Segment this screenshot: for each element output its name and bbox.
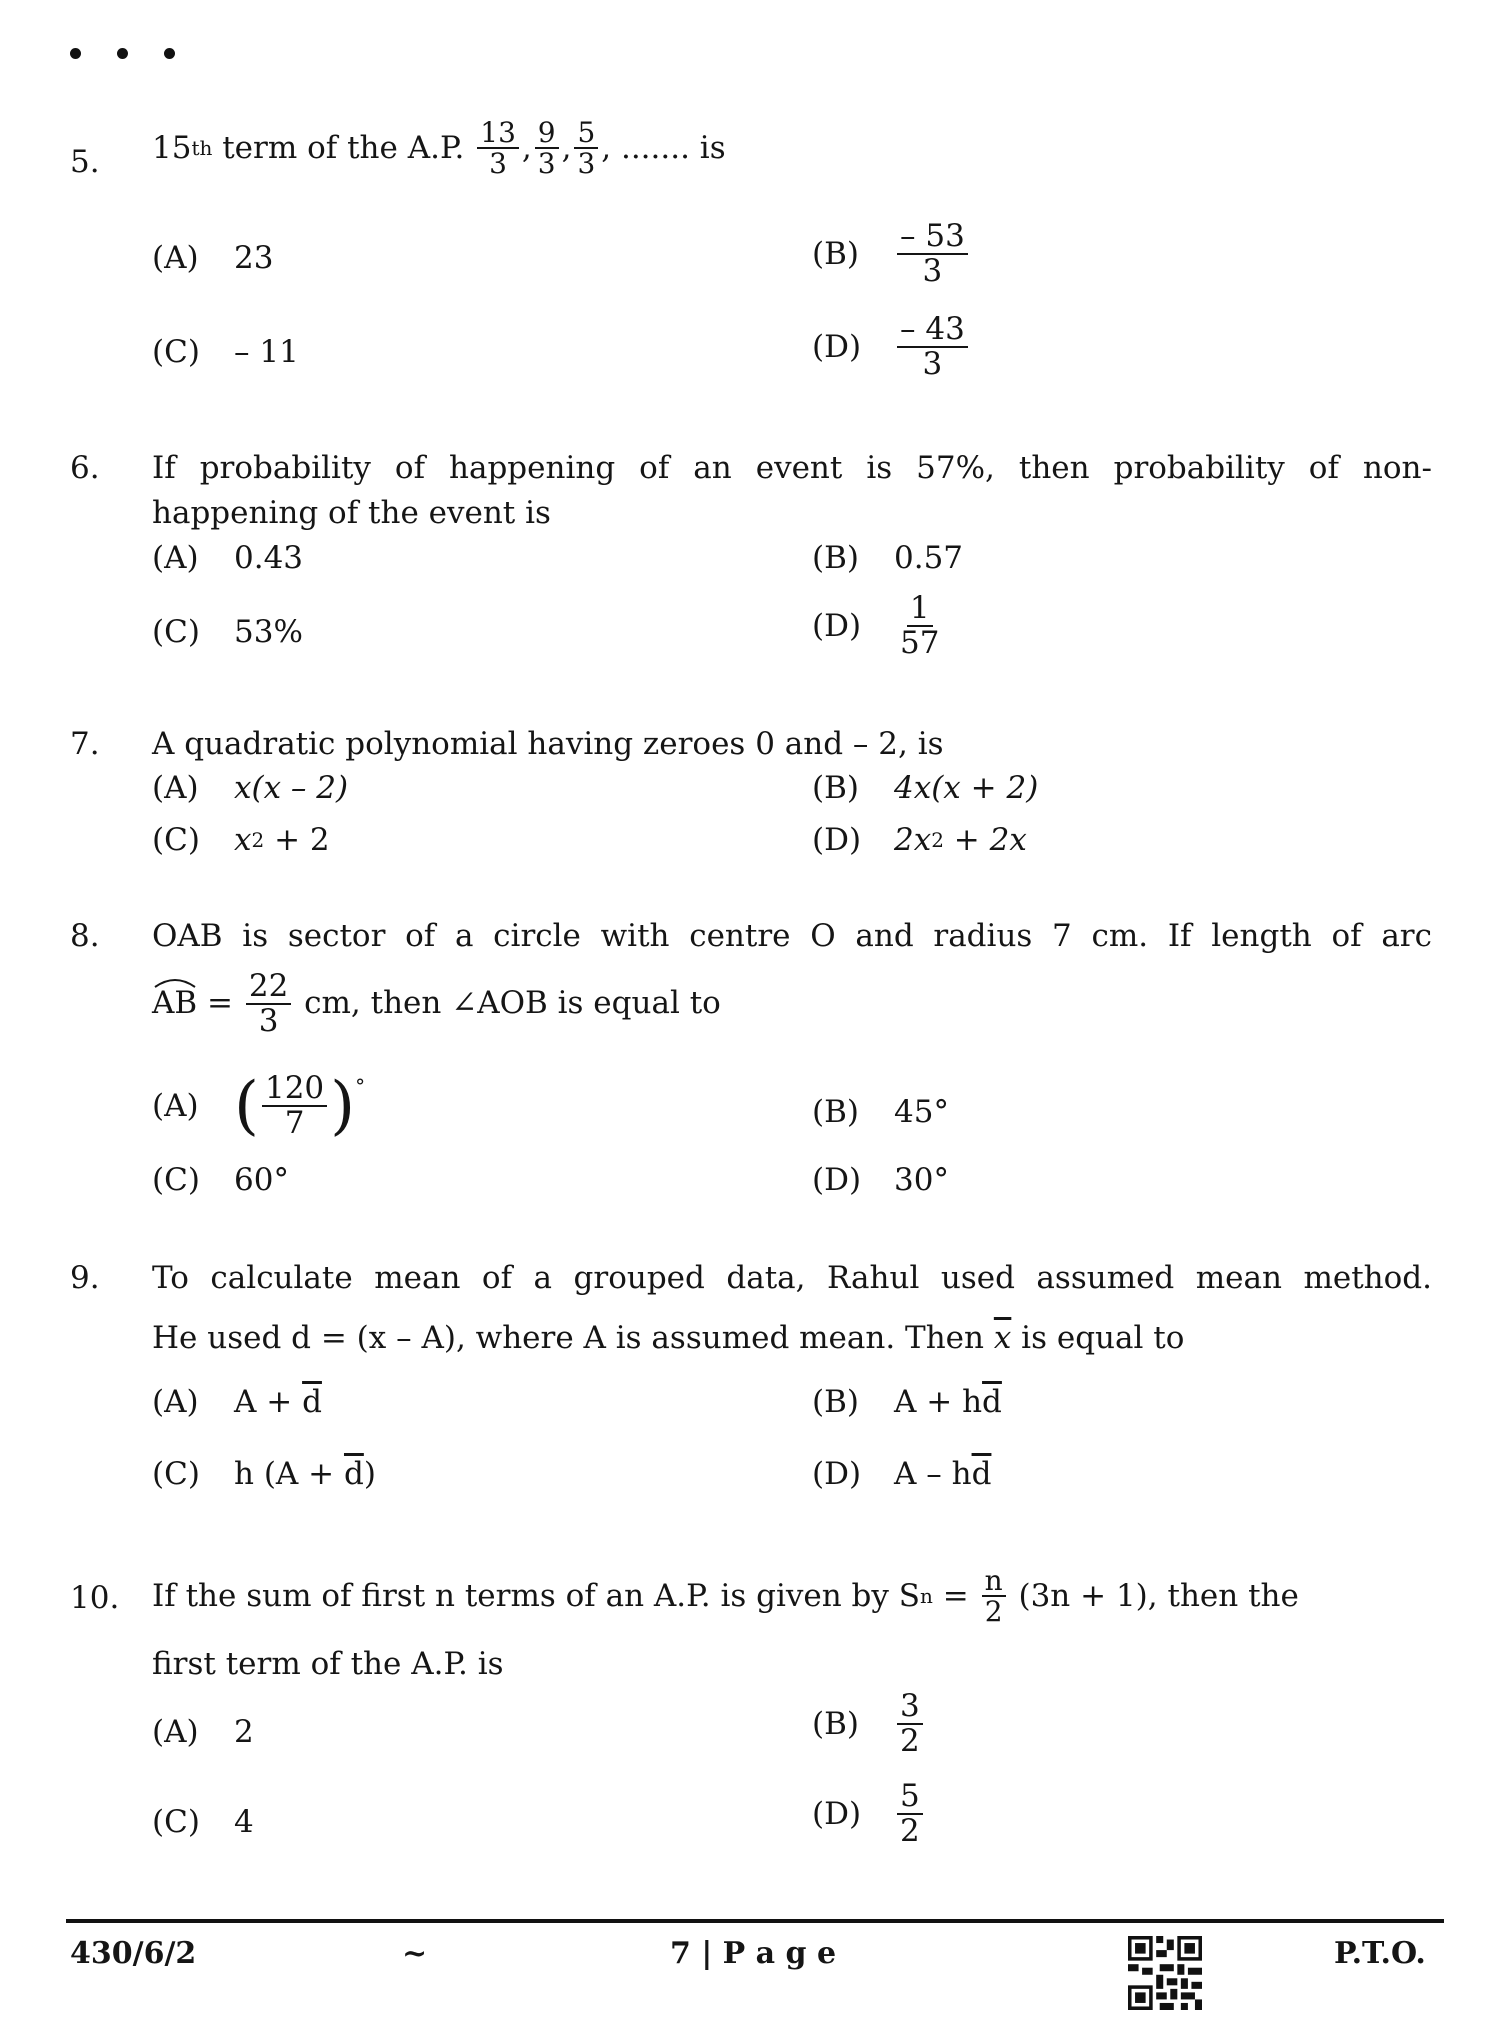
option-a[interactable] [152, 1384, 322, 1420]
option-value: 0.43 [234, 540, 304, 576]
denominator: 2 [984, 1595, 1003, 1629]
question-text-line1: If probability of happening of an event is 57%, then probability of non- [152, 450, 1432, 486]
text: term of the A.P. [212, 129, 475, 166]
d-bar: $\overline{d}$ [971, 1456, 992, 1492]
numerator: – 43 [897, 313, 968, 348]
text: is equal to [1011, 1320, 1185, 1356]
option-value: h (A + [234, 1456, 344, 1492]
option-value: 53% [234, 614, 303, 650]
option-label: (C) [152, 1456, 200, 1492]
option-a[interactable] [152, 240, 273, 276]
option-b[interactable] [812, 1384, 1002, 1420]
qr-code-icon [1128, 1936, 1202, 2010]
option-c[interactable] [152, 614, 303, 650]
option-label: (D) [812, 822, 862, 858]
option-a[interactable] [152, 540, 303, 576]
option-d[interactable]: (D) 2x 2 + 2x [812, 822, 1027, 858]
denominator: 2 [900, 1812, 920, 1849]
option-label: (B) [812, 540, 859, 576]
option-label: (C) [152, 822, 200, 858]
question-text-line1: If the sum of first n terms of an A.P. is given by S n = $\frac{n}{2}$ (3n + 1), then the [152, 1564, 1299, 1629]
option-d[interactable] [812, 1456, 991, 1492]
text: He used d = (x – A), where A is assumed mean. Then [152, 1320, 994, 1356]
option-a[interactable] [152, 1714, 254, 1750]
arc-label [152, 981, 197, 1026]
numerator: 1 [907, 592, 933, 627]
option-d[interactable] [812, 313, 971, 380]
option-label: (D) [812, 1795, 862, 1832]
footer-tilde: ~ [402, 1936, 428, 1971]
numerator: 3 [897, 1690, 923, 1725]
option-value: 23 [234, 240, 274, 276]
numerator: 22 [246, 970, 291, 1005]
dot [70, 48, 81, 59]
question-text-line1: To calculate mean of a grouped data, Rahul used assumed mean method. [152, 1260, 1432, 1296]
option-value: + 2x [943, 822, 1027, 858]
option-label: (A) [152, 240, 199, 276]
question-text-line2 [152, 970, 1432, 1037]
option-d[interactable] [812, 592, 945, 659]
option-value: 4x(x + 2) [894, 770, 1039, 806]
fraction [897, 1690, 923, 1757]
option-a[interactable]: (A) ( $\frac{120}{7}$ ) ° [152, 1068, 366, 1143]
numerator: n [982, 1566, 1006, 1597]
x-bar: $\overline{x}$ [993, 1320, 1012, 1356]
option-value: + 2 [264, 822, 330, 858]
text: cm, then ∠AOB is equal to [294, 985, 721, 1022]
option-label: (C) [152, 1804, 200, 1840]
option-b[interactable] [812, 770, 1038, 806]
footer-divider [66, 1919, 1444, 1923]
text: 15 [152, 129, 192, 166]
option-label: (D) [812, 328, 862, 365]
option-d[interactable] [812, 1780, 926, 1847]
option-b[interactable] [812, 540, 963, 576]
fraction [897, 592, 942, 659]
option-value: A – h [894, 1456, 972, 1492]
denominator: 3 [489, 147, 507, 181]
dot [164, 48, 175, 59]
fraction [262, 1072, 327, 1139]
question-text-line2 [152, 1316, 1432, 1361]
denominator: 3 [577, 147, 596, 181]
option-value: 2 [234, 1714, 254, 1750]
option-value: x(x – 2) [234, 770, 349, 806]
question-number: 6. [70, 450, 100, 486]
option-value: 2x [894, 822, 932, 858]
option-b[interactable] [812, 220, 971, 287]
question-number: 5. [70, 144, 100, 180]
option-c[interactable]: (C) x 2 + 2 [152, 822, 330, 858]
option-value: 30° [894, 1162, 949, 1198]
question-text-line1: OAB is sector of a circle with centre O and radius 7 cm. If length of arc [152, 918, 1432, 954]
option-label: (B) [812, 235, 859, 272]
fraction [897, 220, 968, 287]
numerator: 5 [574, 118, 598, 149]
fraction [535, 118, 559, 179]
option-label: (A) [152, 540, 199, 576]
option-label: (B) [812, 1705, 859, 1742]
numerator: – 53 [897, 220, 968, 255]
option-d[interactable] [812, 1162, 949, 1198]
page-number: 7 | P a g e [670, 1936, 837, 1971]
numerator: 120 [262, 1072, 327, 1107]
denominator: 7 [284, 1104, 305, 1141]
numerator: 5 [897, 1780, 923, 1815]
fraction [477, 118, 519, 179]
option-c[interactable] [152, 1162, 289, 1198]
question-number: 10. [70, 1580, 120, 1616]
option-value: x [234, 822, 252, 858]
option-value: 0.57 [894, 540, 964, 576]
arc-text: AB [152, 985, 198, 1022]
option-label: (D) [812, 1456, 862, 1492]
option-label: (D) [812, 1162, 862, 1198]
option-label: (C) [152, 1162, 200, 1198]
option-label: (C) [152, 334, 200, 370]
option-label: (B) [812, 770, 859, 806]
option-label: (A) [152, 770, 199, 806]
question-number: 8. [70, 918, 100, 954]
d-bar: $\overline{d}$ [343, 1456, 364, 1492]
option-a[interactable] [152, 770, 348, 806]
paren-right: ) [330, 1068, 356, 1143]
option-label: (C) [152, 614, 200, 650]
denominator: 2 [900, 1722, 920, 1759]
text: (3n + 1), then the [1008, 1577, 1299, 1614]
paper-code: 430/6/2 [70, 1936, 197, 1971]
denominator: 3 [258, 1002, 279, 1039]
option-b[interactable] [812, 1094, 949, 1130]
option-value: 45° [894, 1094, 949, 1130]
question-text-line2: first term of the A.P. is [152, 1646, 504, 1682]
fraction [574, 118, 598, 179]
option-c[interactable] [152, 1804, 254, 1840]
denominator: 57 [900, 624, 940, 661]
option-c[interactable] [152, 1456, 376, 1492]
option-label: (A) [152, 1714, 199, 1750]
denominator: 3 [922, 252, 943, 289]
numerator: 9 [535, 118, 559, 149]
text: = [197, 985, 243, 1022]
option-label: (D) [812, 607, 862, 644]
arc-icon [152, 975, 198, 989]
question-text-line2: happening of the event is [152, 495, 551, 531]
option-b[interactable] [812, 1690, 926, 1757]
paren-left: ( [234, 1068, 259, 1143]
dot [117, 48, 128, 59]
fraction [897, 313, 968, 380]
text: If the sum of first n terms of an A.P. is given by S [152, 1577, 921, 1614]
option-label: (A) [152, 1087, 199, 1124]
denominator: 3 [537, 147, 556, 181]
pto-label: P.T.O. [1334, 1936, 1426, 1971]
option-value: A + h [894, 1384, 983, 1420]
fraction [246, 970, 291, 1037]
question-number: 9. [70, 1260, 100, 1296]
fraction [982, 1566, 1006, 1627]
option-value: ) [363, 1456, 376, 1492]
d-bar: $\overline{d}$ [982, 1384, 1002, 1420]
option-value: – 11 [234, 334, 299, 370]
option-value: 4 [234, 1804, 254, 1840]
question-number: 7. [70, 726, 100, 762]
option-c[interactable] [152, 334, 299, 370]
numerator: 13 [477, 118, 519, 149]
denominator: 3 [922, 345, 943, 382]
question-text: A quadratic polynomial having zeroes 0 and – 2, is [152, 726, 944, 762]
text: , ....... is [601, 129, 726, 166]
fraction [897, 1780, 923, 1847]
d-bar: $\overline{d}$ [302, 1384, 322, 1420]
text: = [932, 1577, 979, 1614]
question-text: 15 th term of the A.P. $\frac{13}{3}$ , $\frac{9}{3}$ , $\frac{5}{3}$ , ....... is [152, 116, 726, 181]
option-value: A + [234, 1384, 303, 1420]
option-label: (A) [152, 1384, 199, 1420]
option-label: (B) [812, 1094, 859, 1130]
option-value: 60° [234, 1162, 289, 1198]
option-label: (B) [812, 1384, 859, 1420]
